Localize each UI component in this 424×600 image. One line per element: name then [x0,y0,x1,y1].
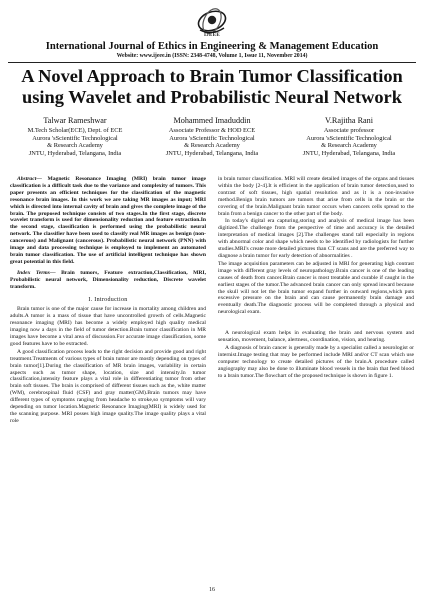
author-affiliation-line: & Research Academy [321,142,377,150]
section-heading: I. Introduction [88,296,128,303]
body-paragraph: In today's digital era capturing,storing and analysis of medical image has been digitized.The challenge from the perspective of time and accuracy is the detailed interpretation of medical images [2].The challenges stand tall especially in regions with abnormal color and shape which needs to be identified by radiologists for further studies.MRI's create more detailed pictures than CT scans and are the preferred way to diagnose a brain tumor for early detection of abnormalities . [218,218,414,259]
author-name: Talwar Rameshwar [43,116,107,125]
abstract-text: — Magnetic Resonance Imaging (MRI) brain tumor image classification is a difficult task due to the variance and complexity of tumors. This paper presents an efficient techniques for the classification of the magnetic resonance brain images. In this work we are taking MR images as input; MRI which is directed into internal cavity of brain and gives the complete image of the brain. The proposed technique consists of two stages.In the first stage, discrete wavelet transform is used for dimensionality reduction and feature extraction.In the second stage, classification is performed using the probabilistic neural network. The classifier have been used to classify real MR images as benign (non-cancerous) and Malignant (cancerous). Probabilistic neural network (PNN) with image and data processing technique is employed to implement an automated brain tumor classification. The use of artificial intelligent technique has shown great potential in this field. [10,176,206,265]
journal-website-line: Website: www.ijeee.in (ISSN: 2348-4748, Volume 1, Issue 11, November 2014) [116,53,308,59]
body-paragraph: Brain tumor is one of the major cause for increase in mortality among children and adults.A tumor is a mass of tissue that have uncontrolled growth of cells.Magnetic resonance imaging (MRI) has become a widely employed high quality medical imaging now a days in the field of tumor detection.Brain tumor classification in MR images have become a vital area of discussion.For accurate image classification, some good features have to be extracted. [10,306,206,347]
page-number: 16 [209,587,215,593]
author-affiliation-line: Aurora 'sScientific Technological [32,134,118,142]
author-affiliation-line: JNTU, Hyderabad, Telangana, India [165,149,259,157]
abstract [10,176,206,266]
journal-name: International Journal of Ethics in Engineering & Management Education [45,41,379,52]
author-affiliation-line: Associate Professor & HOD ECE [168,127,256,134]
logo-wordmark: IJEEE [204,33,220,38]
author-affiliation-line: JNTU, Hyderabad, Telangana, India [302,149,396,157]
author-affiliation-line: Associate professor [323,127,375,134]
author-block [280,116,418,157]
paper-title-line: A Novel Approach to Brain Tumor Classification [21,66,403,86]
author-block [6,116,144,157]
body-paragraph: A diagnosis of brain cancer is generally made by a specialist called a neurologist or internist.Image testing that may be performed include MRI and/or CT scan which use computer technology to create detailed pictures of the brain.A procedure called angiography may also be done to illuminate blood vessels in the brain that feed blood to a brain tumor.The flowchart of the proposed technique is shown in figure 1. [218,344,414,379]
author-affiliation-line: Aurora 'sScientific Technological [169,134,255,142]
body-paragraph: A good classification process leads to the right decision and provide good and right treatment.Treatments of various types of brain tumor are mostly depending on types of brain tumor[1].During the classification of MR brain images, variability in certain aspects such as tumor shape, location, size and intensity.In tumor classification,intensity feature plays a vital role in differentiating tumor from other brain soft tissues. The brain is comprised of different tissues such as the, white matter (WM), cerebrospinal fluid (CSF) and gray matter(GM).Brain tumors may have different types of symptoms ranging from headache to stroke,so symptoms will vary depending on tumor location.Magnetic Resonance Imaging(MRI) is widely used for the scanning purpose. MRI posses high image quality.The image quality plays a vital role [10,348,206,424]
right-column [218,176,414,380]
author-affiliation-line: & Research Academy [184,142,240,150]
author-affiliation-line: Aurora 'sScientific Technological [306,134,392,142]
index-terms [10,270,206,291]
paper-title-line: using Wavelet and Probabilistic Neural Network [22,87,402,107]
header-divider [8,62,416,63]
body-paragraph: in brain tumor classification. MRI will create detailed images of the organs and tissues within the body [2-4].It is efficient in the application of brain tumor detection,used to contrast of soft tissues, high spatial resolution and as it is a non-invasive method.Benign brain tumors are tumors that arise from cells in the brain or the covering of the brain.Malignant brain tumor occurs when cancers cells spread to the brain from a benign cancer to the other part of the body. [218,176,414,217]
author-affiliation-line: & Research Academy [47,142,103,150]
index-terms-label: Index Terms [17,269,50,276]
author-block [143,116,281,157]
paragraph-gap [218,317,414,330]
body-paragraph: A neurological exam helps in evaluating the brain and nervous system and sensation, movement, balance, alertness, coordination, vision, and hearing. [218,330,414,344]
index-terms-text: — Brain tumors, Feature extraction,Classification, MRI, Probabilistic neural network, Dimensionality reduction, Discrete wavelet transform. [10,269,207,290]
author-name: V.Rajitha Rani [324,116,374,125]
paper-title [10,66,414,108]
body-paragraph: The image acquisition parameters can be adjusted in MRI for generating high contrast image with different gray levels of neuropathology.Brain cancer is one of the leading causes of death from cancer.Brain cancer is most treatable and curable if caught in the earliest stages of the tumor.The advanced brain cancer can only spread inward because the skull will not let the brain tumor expand further in outward regions,which puts excessive pressure on the brain and can cause permanently brain damage and eventually death.The diagnostic process will be completed through a physical and neurological exam. [218,260,414,316]
abstract-label: Abstract [17,176,37,182]
author-name: Mohammed Imaduddin [173,116,251,125]
journal-logo-icon [194,4,230,36]
author-affiliation-line: JNTU, Hyderabad, Telangana, India [28,149,122,157]
left-column [10,176,206,426]
author-affiliation-line: M.Tech Scholar(ECE), Dept. of ECE [27,127,123,134]
